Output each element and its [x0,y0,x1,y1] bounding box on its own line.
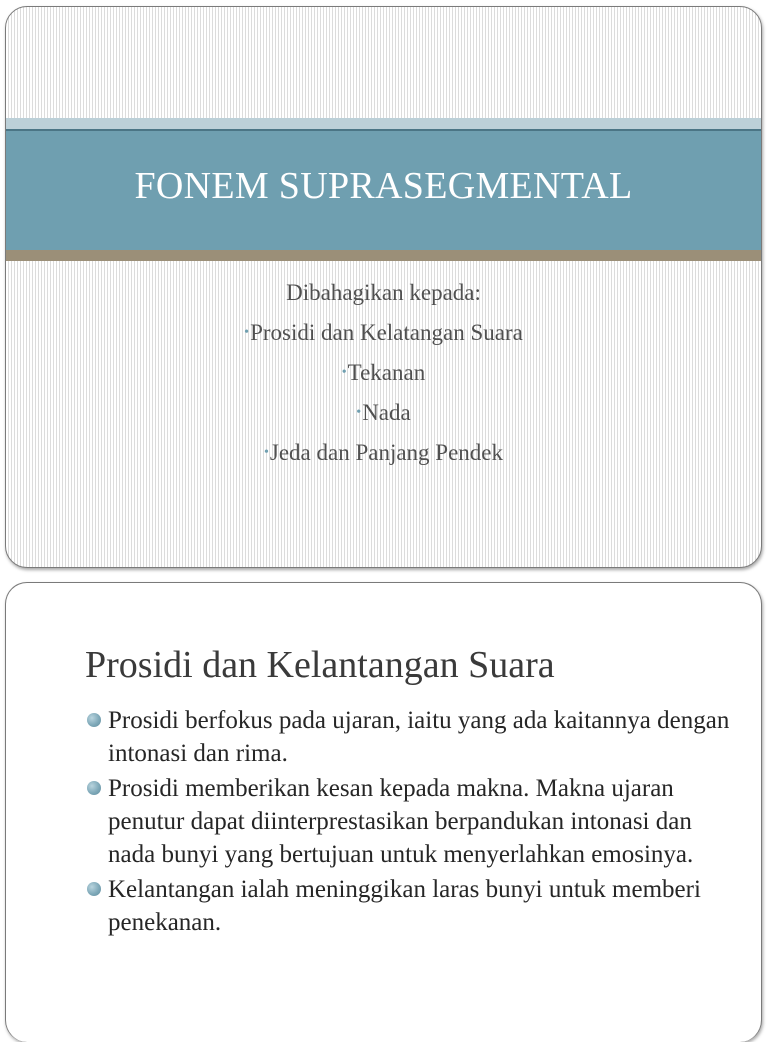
bullet-text: Prosidi memberikan kesan kepada makna. Makna ujaran penutur dapat diinterprestasikan berpandukan intonasi dan nada bunyi yang bertujuan untuk menyerlahkan emosinya. [108,775,694,868]
subtitle-line [6,438,761,478]
round-bullet-icon [87,882,101,896]
subtitle-line-text: Tekanan [347,360,426,385]
slide-1-title: FONEM SUPRASEGMENTAL [134,165,633,207]
subtitle-line-text: Prosidi dan Kelatangan Suara [250,320,523,345]
slide-2-title: Prosidi dan Kelantangan Suara [85,644,555,686]
title-band-top-stripe [6,118,761,129]
subtitle-line-text: Jeda dan Panjang Pendek [269,440,504,465]
subtitle-line [6,318,761,358]
bullet-item [85,704,735,770]
bullet-text: Kelantangan ialah meninggikan laras bunyi untuk memberi penekanan. [108,876,701,936]
slide-1 [5,6,762,568]
subtitle-line [6,358,761,398]
bullet-item [85,873,735,939]
subtitle-line-text: Dibahagikan kepada: [286,280,481,305]
bullet-item [85,772,735,871]
bullet-dot-icon: • [341,365,347,380]
subtitle-line [6,278,761,318]
bullet-list [85,704,735,941]
round-bullet-icon [87,781,101,795]
bullet-dot-icon: • [356,405,362,420]
subtitle-list [6,278,761,478]
bullet-dot-icon: • [244,325,250,340]
subtitle-line-text: Nada [362,400,411,425]
slide-2 [5,582,762,1042]
subtitle-line [6,398,761,438]
bullet-text: Prosidi berfokus pada ujaran, iaitu yang ada kaitannya dengan intonasi dan rima. [108,707,730,767]
round-bullet-icon [87,713,101,727]
title-band-bottom-stripe [6,250,761,261]
bullet-dot-icon: • [263,445,269,460]
